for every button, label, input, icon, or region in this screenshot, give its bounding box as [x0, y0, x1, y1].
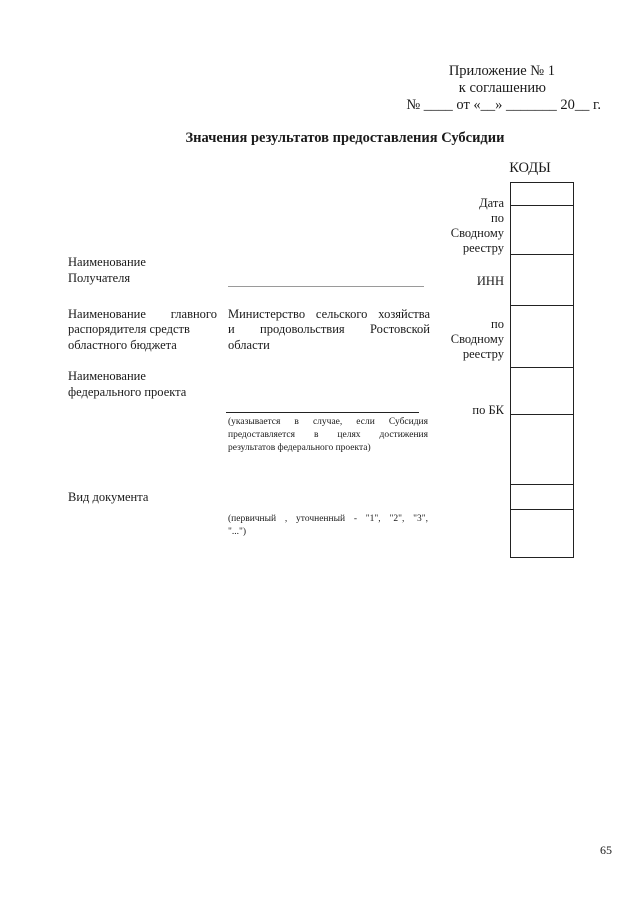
document-title: Значения результатов предоставления Субсидии — [185, 130, 505, 146]
recipient-value-line — [228, 286, 424, 287]
code-label-date: Дата — [479, 196, 504, 210]
project-label-line-1: Наименование — [68, 369, 146, 383]
codes-heading: КОДЫ — [509, 160, 551, 176]
code-cell-svodny-1 — [511, 255, 573, 306]
project-value-line — [226, 412, 419, 413]
agreement-number-line: № ____ от «__» _______ 20__ г. — [406, 97, 601, 113]
doctype-label: Вид документа — [68, 490, 149, 504]
recipient-label-line-1: Наименование — [68, 255, 146, 269]
doctype-note-line-1: (первичный , уточненный - "1", "2", "3", — [228, 514, 428, 524]
code-label-svodny-2-line-2: Сводному — [450, 332, 504, 346]
recipient-label-line-2: Получателя — [68, 271, 131, 285]
code-label-svodny-2-line-1: по — [491, 317, 504, 331]
code-label-inn: ИНН — [476, 274, 504, 288]
appendix-label: Приложение № 1 — [448, 63, 555, 79]
project-label-line-2: федерального проекта — [68, 385, 187, 399]
code-cell-bk — [511, 415, 573, 485]
code-label-svodny-1-line-3: реестру — [462, 241, 504, 255]
code-label-svodny-2-line-3: реестру — [462, 347, 504, 361]
code-label-bk: по БК — [472, 403, 504, 417]
manager-value-line-3: области — [228, 338, 270, 352]
manager-label-line-2: распорядителя средств — [68, 322, 190, 336]
code-cell-doctype — [511, 485, 573, 510]
doctype-note-line-2: "...") — [228, 527, 247, 537]
code-cell-svodny-2 — [511, 368, 573, 415]
project-note-line-2: предоставляется в целях достижения — [228, 430, 428, 440]
project-note-line-1: (указывается в случае, если Субсидия — [228, 417, 428, 427]
page-number: 65 — [600, 843, 612, 857]
manager-label-line-1: Наименование главного — [68, 307, 217, 321]
code-cell-date — [511, 206, 573, 255]
manager-value-line-2: и продовольствия Ростовской — [228, 322, 430, 336]
manager-value-line-1: Министерство сельского хозяйства — [228, 307, 430, 321]
codes-table — [510, 182, 574, 558]
code-label-svodny-1-line-2: Сводному — [450, 226, 504, 240]
project-note-line-3: результатов федерального проекта) — [228, 443, 371, 453]
code-cell-inn — [511, 306, 573, 368]
agreement-label: к соглашению — [458, 80, 546, 96]
manager-label-line-3: областного бюджета — [68, 338, 177, 352]
code-label-svodny-1-line-1: по — [491, 211, 504, 225]
code-cell-top — [511, 183, 573, 206]
